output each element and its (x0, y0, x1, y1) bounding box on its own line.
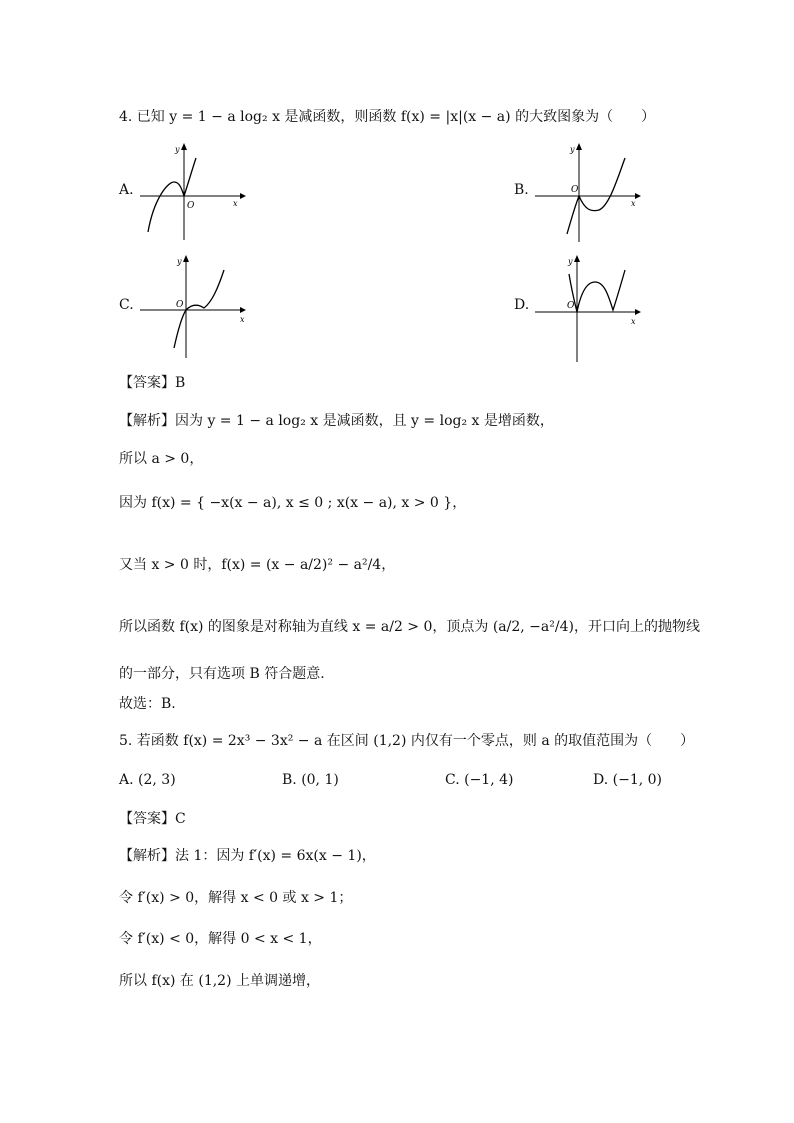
axis-y-label: y (570, 145, 575, 154)
q5-analysis-line-3: 令 f′(x) < 0，解得 0 < x < 1， (119, 931, 322, 947)
q5-answer: 【答案】C (119, 811, 186, 827)
origin-o: O (571, 185, 579, 195)
q4-analysis-line-3: 因为 f(x) = { −x(x − a), x ≤ 0 ; x(x − a), x > 0 }， (119, 495, 467, 511)
origin-o: O (187, 201, 195, 211)
q4-analysis-line-7: 故选：B. (119, 696, 176, 712)
q4-option-d-label: D. (514, 297, 530, 313)
q4-analysis-line-5: 所以函数 f(x) 的图象是对称轴为直线 x = a/2 > 0，顶点为 (a/2, −a²/4)，开口向上的抛物线 (119, 619, 700, 635)
q4-option-a-label: A. (119, 182, 134, 198)
axis-x-label: x (631, 317, 636, 326)
origin-o: O (176, 300, 184, 310)
q4-stem: 4. 已知 y = 1 − a log₂ x 是减函数，则函数 f(x) = |x|(x − a) 的大致图象为（ ） (119, 109, 656, 125)
q4-analysis-line-1: 【解析】因为 y = 1 − a log₂ x 是减函数，且 y = log₂ x 是增函数， (119, 413, 554, 429)
q4-option-b-label: B. (514, 182, 529, 198)
axis-x-label: x (631, 199, 636, 208)
axis-x-label: x (233, 199, 238, 208)
q4-option-a-graph (140, 140, 250, 240)
q5-stem: 5. 若函数 f(x) = 2x³ − 3x² − a 在区间 (1,2) 内仅有一个零点，则 a 的取值范围为（ ） (119, 733, 695, 749)
axis-y-label: y (177, 257, 182, 266)
q4-analysis-line-6: 的一部分，只有选项 B 符合题意. (119, 666, 325, 682)
q5-analysis-line-4: 所以 f(x) 在 (1,2) 上单调递增， (119, 973, 320, 989)
q4-option-d-graph (535, 252, 645, 364)
origin-o: O (567, 301, 575, 311)
axis-y-label: y (568, 257, 573, 266)
q5-analysis-line-2: 令 f′(x) > 0，解得 x < 0 或 x > 1； (119, 890, 353, 906)
q4-answer: 【答案】B (119, 375, 186, 391)
q4-option-c-graph (140, 252, 250, 360)
q5-choice-b: B. (0, 1) (282, 772, 339, 788)
q5-choice-d: D. (−1, 0) (593, 772, 662, 788)
q4-option-c-label: C. (119, 297, 134, 313)
axis-y-label: y (175, 145, 180, 154)
q5-choice-c: C. (−1, 4) (445, 772, 514, 788)
q5-choice-a: A. (2, 3) (119, 772, 176, 788)
q5-analysis-line-1: 【解析】法 1：因为 f′(x) = 6x(x − 1)， (119, 848, 376, 864)
axis-x-label: x (240, 315, 245, 324)
q4-option-b-graph (535, 140, 645, 244)
q4-analysis-line-2: 所以 a > 0， (119, 451, 204, 467)
q4-analysis-line-4: 又当 x > 0 时，f(x) = (x − a/2)² − a²/4， (119, 557, 396, 573)
